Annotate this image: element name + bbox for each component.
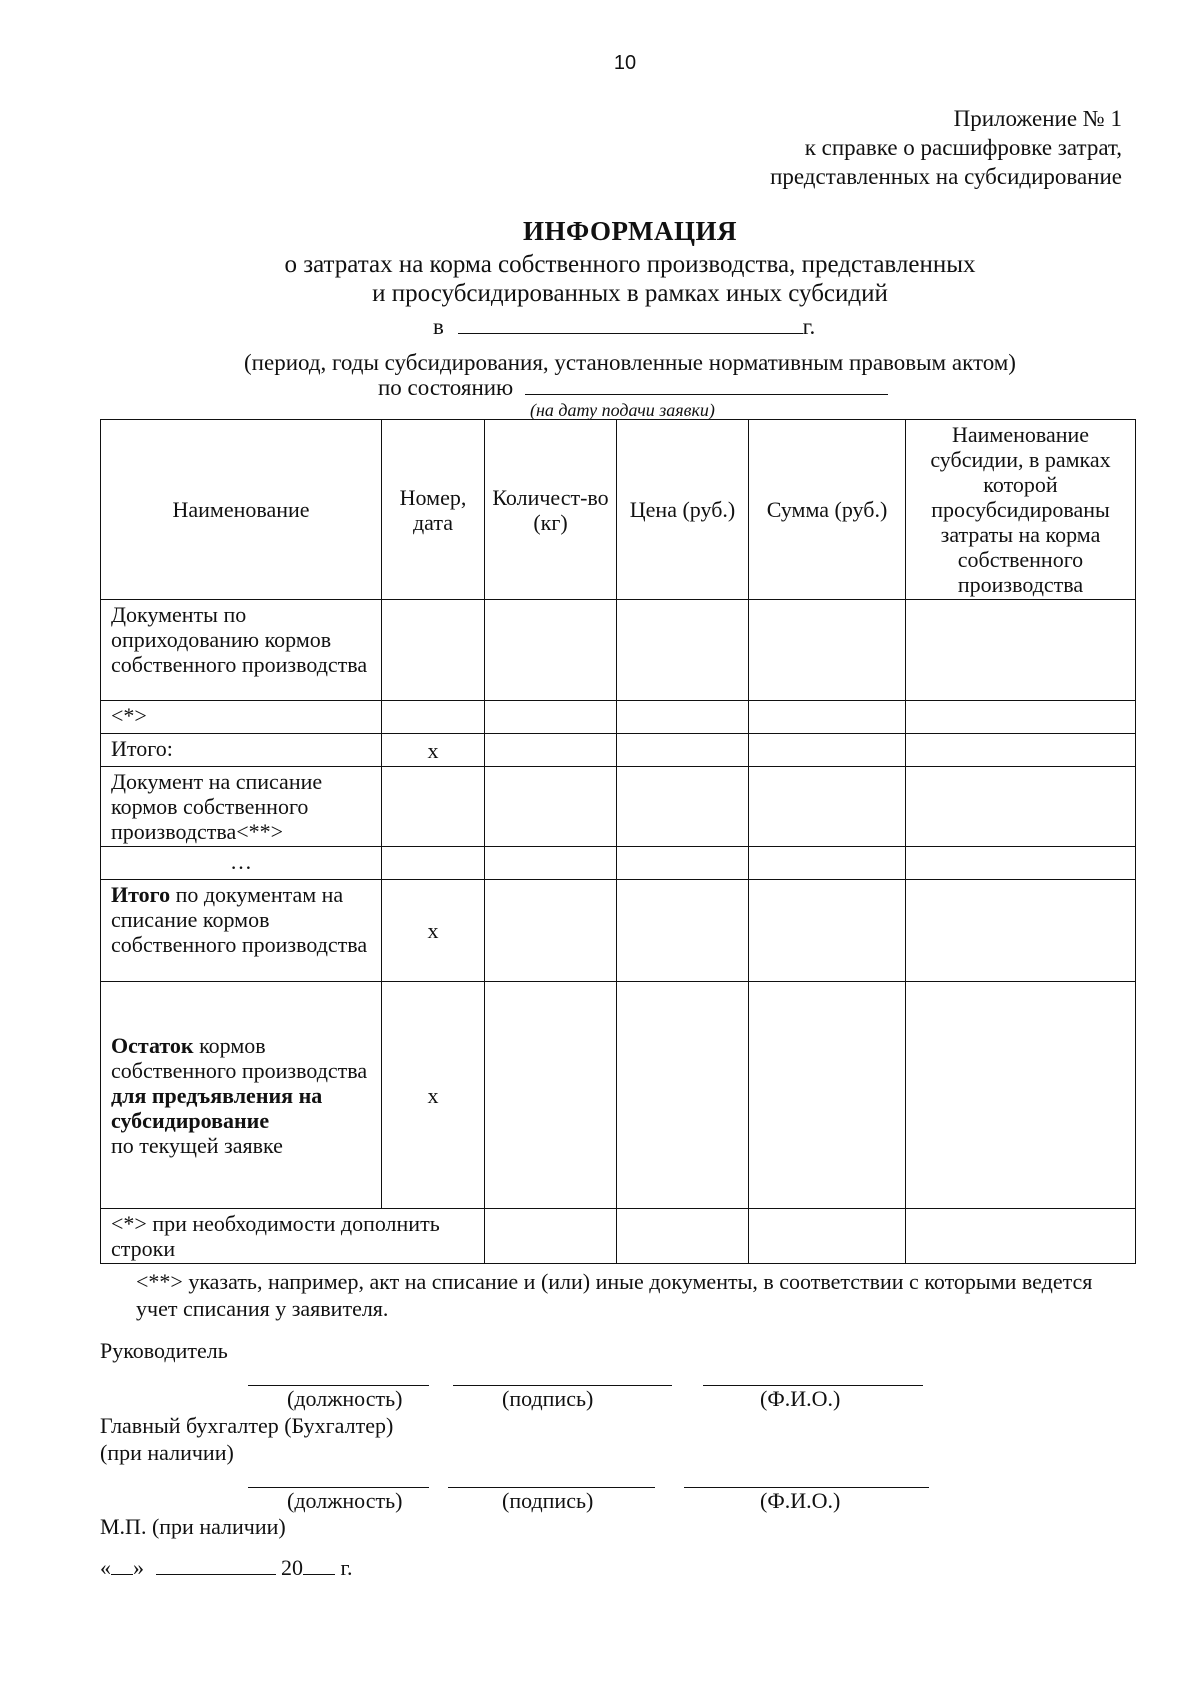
period-line	[433, 314, 815, 340]
table-row	[101, 701, 1136, 734]
header-quantity: Количест-во (кг)	[485, 420, 617, 600]
row-total-writeoff	[101, 880, 382, 982]
as-of-line	[378, 375, 888, 401]
stamp-label: М.П. (при наличии)	[100, 1514, 286, 1539]
appendix-line-1: Приложение № 1	[953, 106, 1122, 131]
row-total-receipt: Итого:	[101, 734, 382, 767]
header-name: Наименование	[101, 420, 382, 600]
year-prefix: 20	[281, 1555, 303, 1580]
period-note: (период, годы субсидирования, установленные нормативным правовым актом)	[244, 350, 1016, 375]
head-fio-caption: (Ф.И.О.)	[760, 1386, 841, 1411]
header-subsidy-name: Наименование субсидии, в рамках которой просубсидированы затраты на корма собственного производства	[906, 420, 1136, 600]
costs-table	[100, 419, 1136, 1264]
year-blank	[303, 1574, 335, 1575]
table-row	[101, 880, 1136, 982]
page-number: 10	[613, 52, 637, 74]
day-blank	[111, 1574, 133, 1575]
accountant-position-caption: (должность)	[287, 1488, 403, 1513]
appendix-block	[770, 104, 1122, 191]
row-add-rows-note: <*> при необходимости дополнить строки	[101, 1209, 485, 1264]
row-total-writeoff-bold: Итого	[111, 882, 171, 907]
table-row	[101, 982, 1136, 1209]
accountant-fio-caption: (Ф.И.О.)	[760, 1488, 841, 1513]
head-signature-caption: (подпись)	[502, 1386, 594, 1411]
document-title: ИНФОРМАЦИЯ	[523, 216, 737, 246]
table-row	[101, 600, 1136, 701]
row-total-receipt-mark: х	[382, 734, 485, 767]
table-header-row	[101, 420, 1136, 600]
table-row	[101, 734, 1136, 767]
header-price: Цена (руб.)	[617, 420, 749, 600]
table-row	[101, 847, 1136, 880]
head-position-caption: (должность)	[287, 1386, 403, 1411]
appendix-line-2: к справке о расшифровке затрат,	[804, 135, 1122, 160]
accountant-label	[100, 1412, 393, 1466]
row-receipt-docs: Документы по оприходованию кормов собственного производства	[101, 600, 382, 701]
accountant-label-line-1: Главный бухгалтер (Бухгалтер)	[100, 1413, 394, 1438]
subtitle-line-1: о затратах на корма собственного производства, представленных	[284, 251, 976, 278]
accountant-signature-caption: (подпись)	[502, 1488, 594, 1513]
row-total-writeoff-mark: х	[382, 880, 485, 982]
row-remainder	[101, 982, 382, 1209]
row-total-writeoff-text: по документам на списание кормов собственного производства	[111, 882, 368, 957]
period-suffix: г.	[802, 314, 816, 339]
as-of-label: по состоянию	[378, 375, 514, 400]
date-open-quote: «	[100, 1555, 111, 1580]
row-remainder-text-2: по текущей заявке	[111, 1132, 283, 1158]
footnote: <**> указать, например, акт на списание и (или) иные документы, в соответствии с которыми ведется учет списания у заявителя.	[136, 1269, 1093, 1321]
row-ellipsis: …	[101, 847, 382, 880]
subtitle-line-2: и просубсидированных в рамках иных субсидий	[372, 280, 888, 307]
date-line	[100, 1555, 353, 1581]
period-prefix: в	[433, 314, 444, 339]
head-label: Руководитель	[100, 1338, 228, 1363]
table-row	[101, 767, 1136, 847]
header-number-date: Номер, дата	[382, 420, 485, 600]
row-remainder-bold-2: для предъявления на субсидирование	[111, 1082, 323, 1133]
table-row	[101, 1209, 1136, 1264]
period-blank	[458, 333, 803, 334]
row-writeoff-doc: Документ на списание кормов собственного производства<**>	[101, 767, 382, 847]
year-suffix: г.	[340, 1555, 353, 1580]
row-extra-marker: <*>	[101, 701, 382, 734]
as-of-blank	[525, 394, 888, 395]
appendix-line-3: представленных на субсидирование	[770, 164, 1122, 189]
date-close-quote: »	[133, 1555, 144, 1580]
header-sum: Сумма (руб.)	[749, 420, 906, 600]
document-subtitle	[0, 250, 1200, 308]
row-remainder-mark: х	[382, 982, 485, 1209]
row-remainder-bold-1: Остаток	[111, 1032, 194, 1058]
row-remainder-text-1: кормов собственного производства	[111, 1032, 368, 1083]
accountant-label-line-2: (при наличии)	[100, 1440, 234, 1465]
month-blank	[156, 1574, 276, 1575]
date-note: (на дату подачи заявки)	[530, 400, 715, 420]
